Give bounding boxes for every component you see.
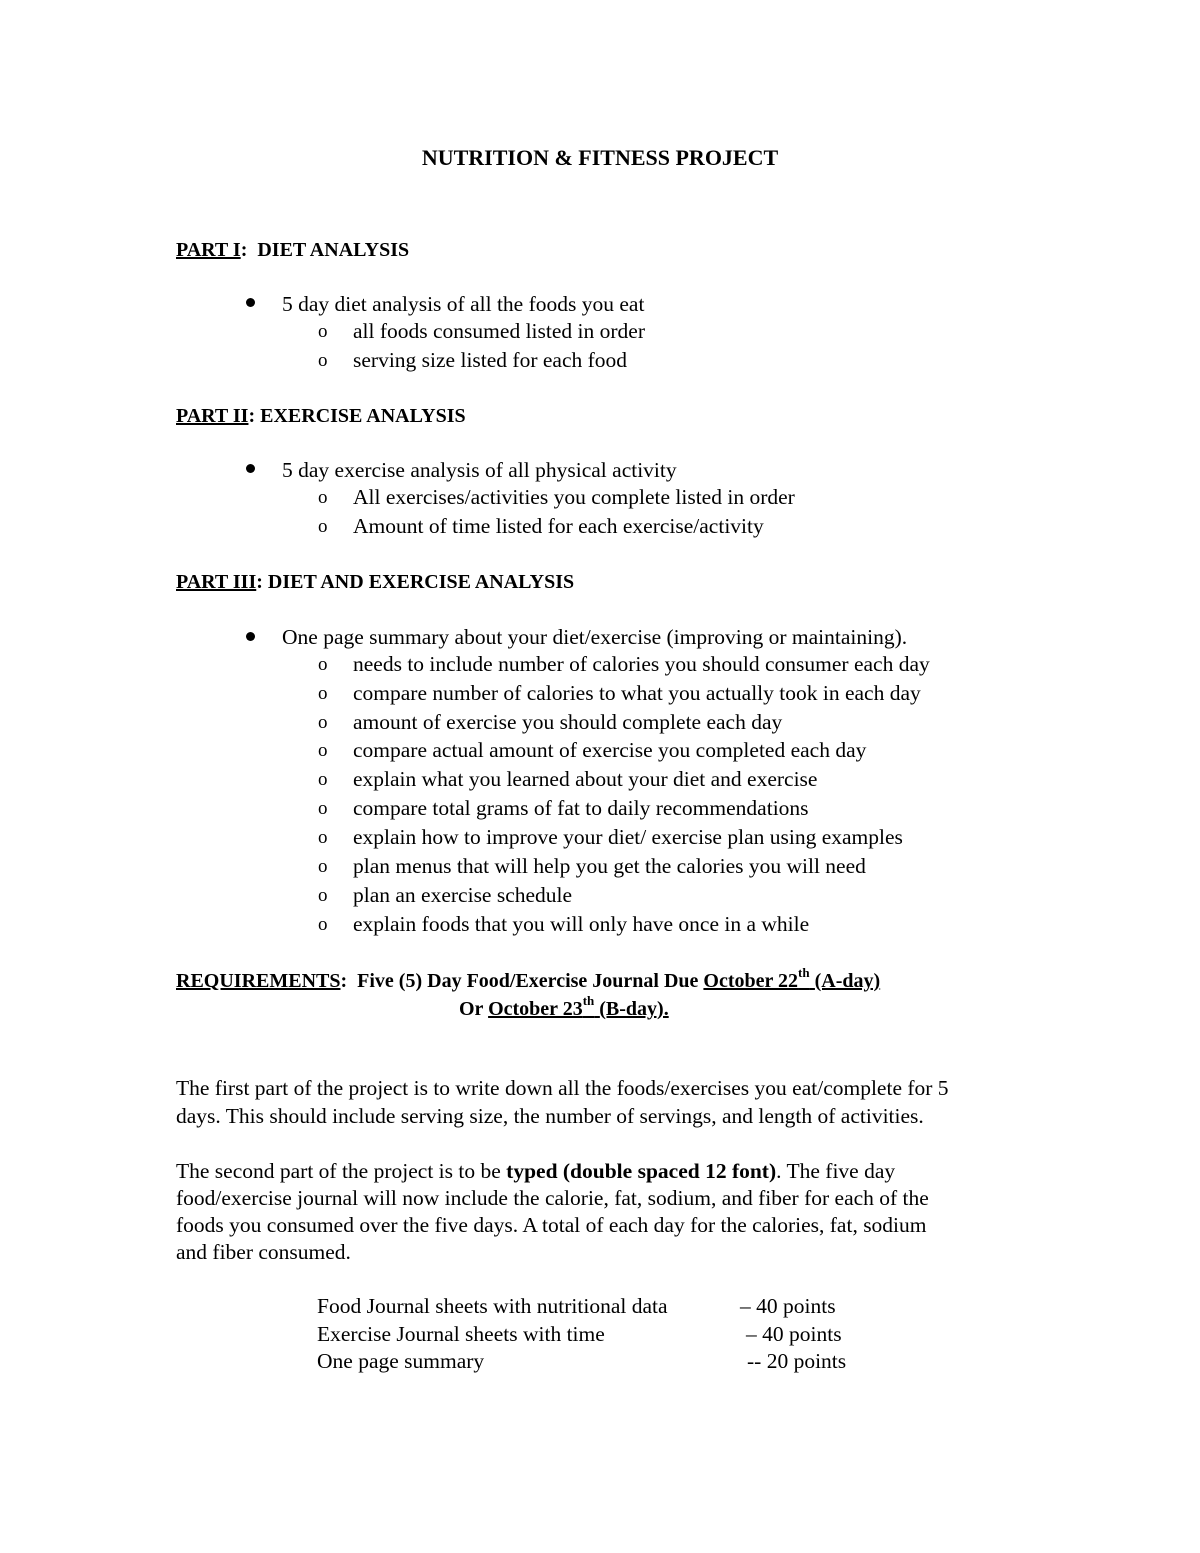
due-date-b-sup: th	[582, 993, 595, 1009]
part-2-subitem: Amount of time listed for each exercise/activity	[353, 514, 764, 538]
part-1-heading: PART I: DIET ANALYSIS	[176, 239, 410, 261]
grading-item: One page summary	[317, 1349, 485, 1373]
paragraph-2-line: foods you consumed over the five days. A total of each day for the calories, fat, sodium	[176, 1213, 927, 1237]
bullet-icon	[246, 632, 255, 641]
part-3-subitem: compare total grams of fat to daily recommendations	[353, 796, 809, 820]
part-2-bullet: 5 day exercise analysis of all physical activity	[282, 458, 677, 482]
paragraph-2-line: food/exercise journal will now include the calorie, fat, sodium, and fiber for each of the	[176, 1186, 929, 1210]
paragraph-2-bold: typed (double spaced 12 font)	[506, 1159, 777, 1183]
part-3-subitem: explain how to improve your diet/ exercise plan using examples	[353, 825, 903, 849]
part-3-subitem: compare number of calories to what you actually took in each day	[353, 681, 921, 705]
paragraph-2-pre: The second part of the project is to be	[176, 1159, 501, 1183]
sub-bullet-icon: o	[318, 321, 328, 342]
requirements-line-1	[176, 967, 880, 996]
sub-bullet-icon: o	[318, 712, 328, 733]
due-date-a-sup: th	[798, 965, 810, 981]
part-3-subitem: explain what you learned about your diet and exercise	[353, 767, 818, 791]
part-3-subitem: compare actual amount of exercise you completed each day	[353, 738, 867, 762]
paragraph-2-line	[176, 1157, 895, 1186]
part-1-name: DIET ANALYSIS	[257, 239, 410, 261]
due-date-b-day: (B-day).	[599, 998, 669, 1020]
sub-bullet-icon: o	[318, 769, 328, 790]
paragraph-2-line: and fiber consumed.	[176, 1240, 351, 1264]
paragraph-1-line: days. This should include serving size, the number of servings, and length of activities.	[176, 1104, 924, 1128]
grading-points: – 40 points	[746, 1322, 842, 1346]
bullet-icon	[246, 464, 255, 473]
part-1-subitem: all foods consumed listed in order	[353, 319, 645, 343]
part-2-label: PART II	[176, 405, 249, 427]
part-1-label: PART I	[176, 239, 241, 261]
sub-bullet-icon: o	[318, 740, 328, 761]
part-1-subitem: serving size listed for each food	[353, 348, 628, 372]
sub-bullet-icon: o	[318, 654, 328, 675]
grading-item: Food Journal sheets with nutritional data	[317, 1294, 668, 1318]
part-3-subitem: plan an exercise schedule	[353, 883, 573, 907]
part-3-heading: PART III: DIET AND EXERCISE ANALYSIS	[176, 571, 575, 593]
sub-bullet-icon: o	[318, 350, 328, 371]
due-date-a-day: (A-day)	[814, 970, 881, 992]
grading-points: -- 20 points	[747, 1349, 847, 1373]
sub-bullet-icon: o	[318, 856, 328, 877]
part-2-name: EXERCISE ANALYSIS	[260, 405, 466, 427]
sub-bullet-icon: o	[318, 683, 328, 704]
requirements-text: Five (5) Day Food/Exercise Journal Due	[357, 970, 699, 992]
sub-bullet-icon: o	[318, 516, 328, 537]
part-3-subitem: needs to include number of calories you should consumer each day	[353, 652, 930, 676]
due-date-b-text: October 23	[488, 998, 583, 1020]
due-date-b	[488, 993, 669, 1020]
part-3-bullet: One page summary about your diet/exercise (improving or maintaining).	[282, 625, 908, 649]
requirements-label: REQUIREMENTS	[176, 970, 341, 992]
paragraph-2-post: . The five day	[776, 1159, 896, 1183]
sub-bullet-icon: o	[318, 798, 328, 819]
due-date-a	[703, 965, 881, 992]
page-title: NUTRITION & FITNESS PROJECT	[421, 145, 779, 170]
part-3-subitem: amount of exercise you should complete each day	[353, 710, 783, 734]
requirements-line-2	[459, 995, 669, 1024]
bullet-icon	[246, 298, 255, 307]
paragraph-1-line: The first part of the project is to write down all the foods/exercises you eat/complete for 5	[176, 1076, 949, 1100]
part-3-subitem: explain foods that you will only have once in a while	[353, 912, 810, 936]
due-date-a-text: October 22	[703, 970, 799, 992]
sub-bullet-icon: o	[318, 885, 328, 906]
part-3-subitem: plan menus that will help you get the calories you will need	[353, 854, 866, 878]
grading-points: – 40 points	[740, 1294, 836, 1318]
part-3-name: DIET AND EXERCISE ANALYSIS	[267, 571, 575, 593]
grading-item: Exercise Journal sheets with time	[317, 1322, 605, 1346]
requirements-or: Or	[459, 998, 484, 1020]
sub-bullet-icon: o	[318, 914, 328, 935]
part-3-label: PART III	[176, 571, 257, 593]
part-2-heading: PART II: EXERCISE ANALYSIS	[176, 405, 466, 427]
requirements-colon: :	[340, 970, 348, 992]
sub-bullet-icon: o	[318, 827, 328, 848]
part-1-bullet: 5 day diet analysis of all the foods you eat	[282, 292, 645, 316]
part-2-subitem: All exercises/activities you complete listed in order	[353, 485, 795, 509]
sub-bullet-icon: o	[318, 487, 328, 508]
